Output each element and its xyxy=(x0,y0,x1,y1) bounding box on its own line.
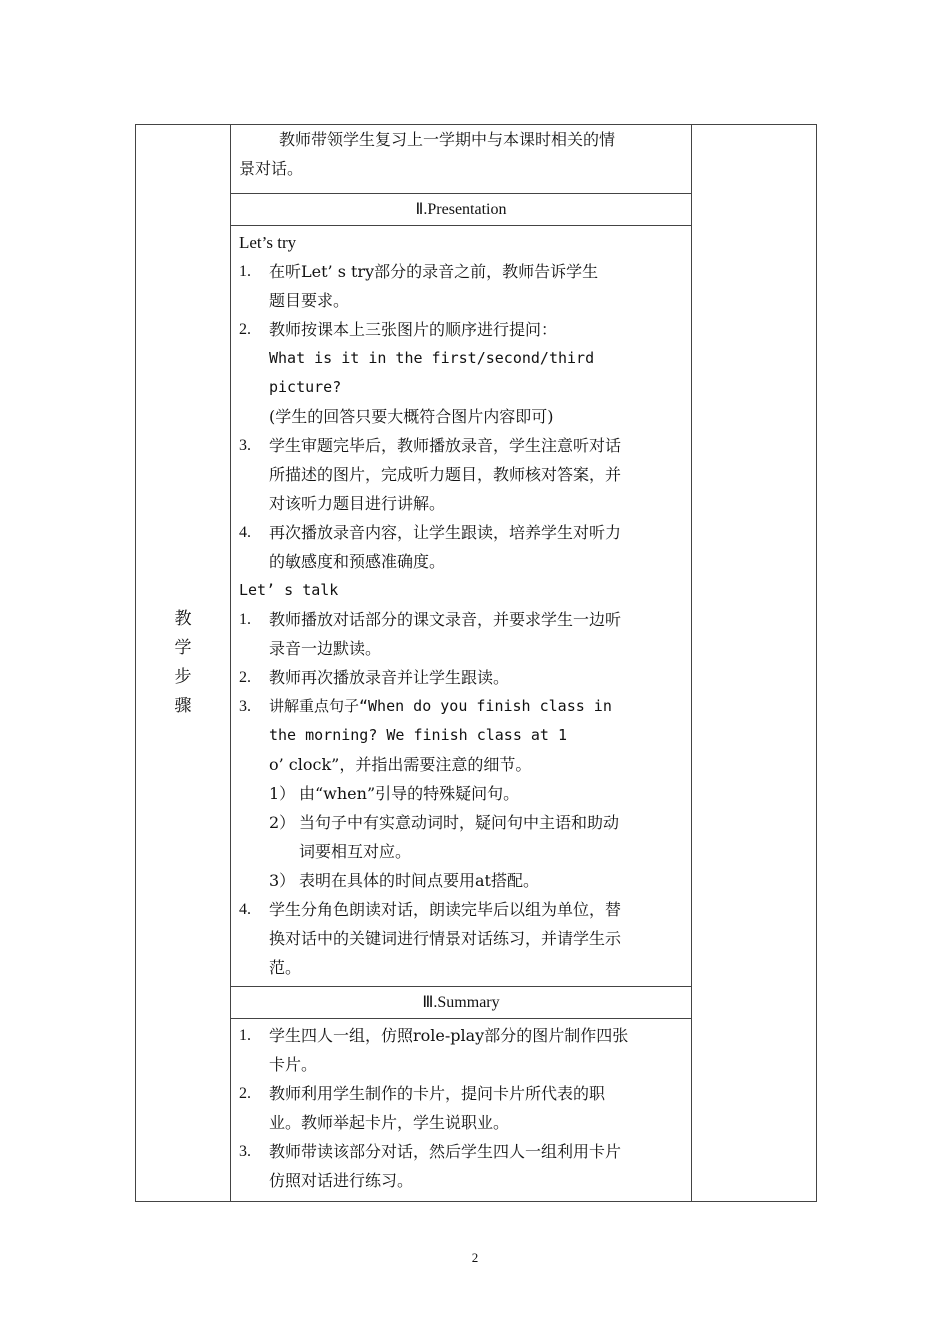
question-line: picture? xyxy=(269,377,342,396)
question-line: What is it in the first/second/third xyxy=(269,348,595,367)
notes-cell xyxy=(692,125,817,1202)
steps-label xyxy=(136,605,230,721)
page-number: 2 xyxy=(471,1250,479,1265)
presentation-section xyxy=(231,225,691,986)
list-item: 3. 学生审题完毕后，教师播放录音，学生注意听对话 所描述的图片，完成听力题目，教师核对答案，并 对该听力题目进行讲解。 xyxy=(239,435,622,513)
list-item: 3. 讲解重点句子“When do you finish class in the morning? We finish class at 1 o’ clock”，并指出需要注意的细节。 xyxy=(239,696,612,774)
question-note: (学生的回答只要大概符合图片内容即可) xyxy=(269,406,554,426)
lesson-plan-table xyxy=(135,124,817,1202)
lets-talk-title: Let’ s talk xyxy=(239,580,339,599)
steps-content-cell xyxy=(231,125,692,1202)
sub-list-item: 3） 表明在具体的时间点要用at搭配。 xyxy=(269,870,539,890)
intro-line: 教师带领学生复习上一学期中与本课时相关的情 xyxy=(279,130,616,149)
label-char: 教 xyxy=(174,608,192,629)
steps-label-cell xyxy=(136,125,231,1202)
list-item: 4. 再次播放录音内容，让学生跟读，培养学生对听力 的敏感度和预感准确度。 xyxy=(239,522,622,571)
label-char: 步 xyxy=(174,666,192,687)
list-item: 1. 教师播放对话部分的课文录音，并要求学生一边听 录音一边默读。 xyxy=(239,609,622,658)
summary-header: Ⅲ.Summary xyxy=(231,986,691,1018)
list-item: 3. 教师带读该部分对话，然后学生四人一组利用卡片 仿照对话进行练习。 xyxy=(239,1141,622,1190)
summary-section xyxy=(231,1018,691,1201)
list-item: 1. 学生四人一组，仿照role-play部分的图片制作四张 卡片。 xyxy=(239,1025,629,1074)
lets-try-title: Let’s try xyxy=(239,232,297,252)
intro-section xyxy=(231,125,691,193)
list-item: 4. 学生分角色朗读对话，朗读完毕后以组为单位，替 换对话中的关键词进行情景对话练习，并请学生示 范。 xyxy=(239,899,622,977)
presentation-header: Ⅱ.Presentation xyxy=(231,193,691,225)
label-char: 骤 xyxy=(174,695,192,716)
list-item: 2. 教师利用学生制作的卡片，提问卡片所代表的职 业。教师举起卡片，学生说职业。 xyxy=(239,1083,606,1132)
sub-list-item: 1） 由“when”引导的特殊疑问句。 xyxy=(269,783,520,803)
label-char: 学 xyxy=(174,637,192,658)
list-item: 2. 教师按课本上三张图片的顺序进行提问： What is it in the first/second/third picture? (学生的回答只要大概符合图片内容即可) xyxy=(239,315,683,431)
intro-line: 景对话。 xyxy=(239,159,304,178)
list-item: 1. 在听Let’ s try部分的录音之前，教师告诉学生 题目要求。 xyxy=(239,261,599,310)
steps-inner-table xyxy=(231,125,691,1201)
list-item: 2. 教师再次播放录音并让学生跟读。 xyxy=(239,667,510,687)
sub-list-item: 2） 当句子中有实意动词时，疑问句中主语和助动 词要相互对应。 xyxy=(269,812,620,861)
